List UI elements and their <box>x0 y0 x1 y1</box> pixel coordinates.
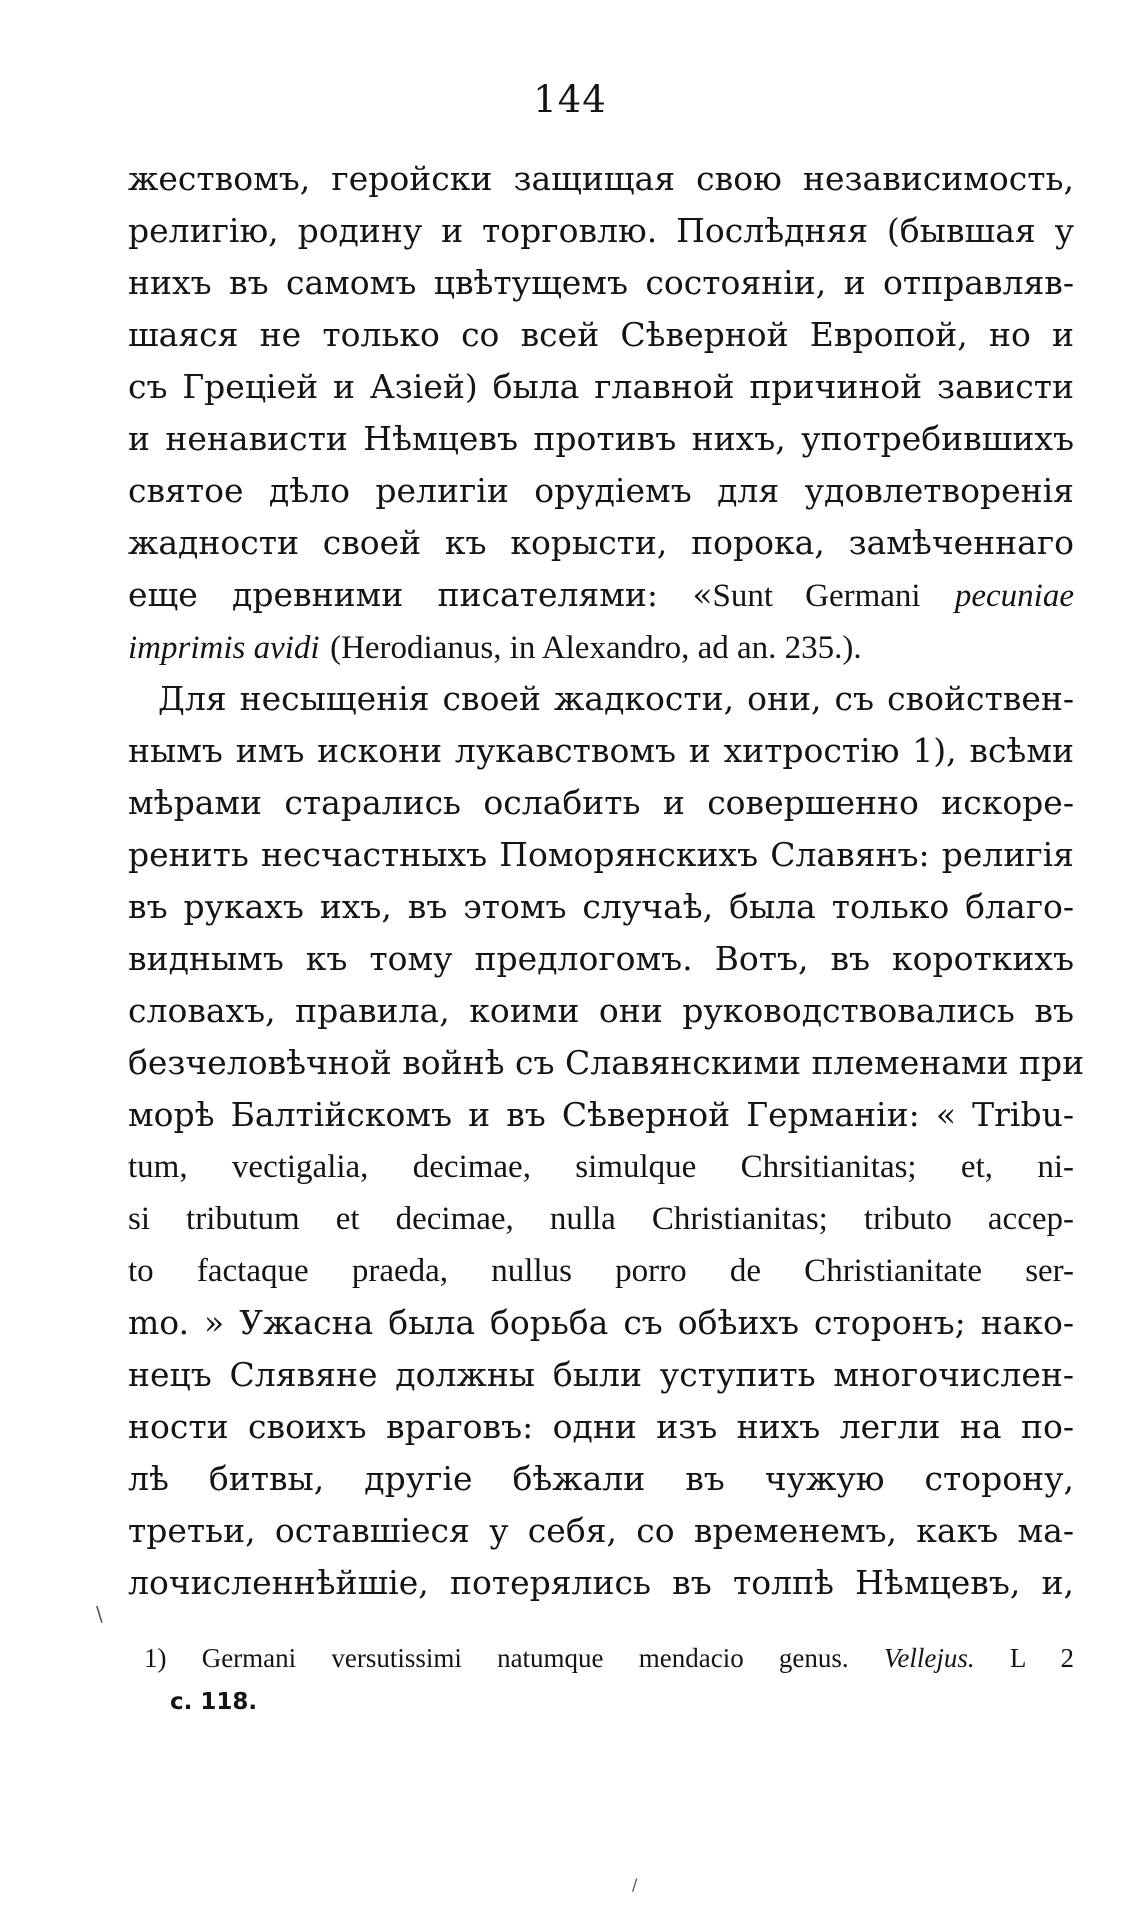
text-line: мѣрами старались ослабить и совершенно искоре- <box>128 783 1074 822</box>
citation: (Herodianus, in Alexandro, ad an. 235.). <box>330 630 862 666</box>
text-line: ренить несчастныхъ Поморянскихъ Славянъ: религія <box>128 835 1074 874</box>
text-line: жествомъ, геройски защищая свою независимость, <box>128 159 1074 198</box>
text-line: святое дѣло религіи орудіемъ для удовлетворенія <box>128 471 1074 510</box>
text-line: ности своихъ враговъ: одни изъ нихъ легли на по- <box>128 1407 1074 1446</box>
text-line <box>128 621 1074 673</box>
text-line: Для несыщенія своей жадкости, они, съ свойствен- <box>158 679 1074 718</box>
text-line <box>128 569 1074 621</box>
text-line: религію, родину и торговлю. Послѣдняя (бывшая у <box>128 211 1074 250</box>
footnote-text: 1) Germani versutissimi natumque mendacio genus. <box>144 1643 849 1673</box>
text-line: tum, vectigalia, decimae, simulque Chrsitianitas; et, ni- <box>128 1149 1074 1185</box>
italic-phrase: pecuniae <box>954 578 1074 614</box>
text-line: словахъ, правила, коими они руководствовались въ <box>128 991 1074 1030</box>
text-segment: еще древними писателями: « <box>128 575 713 614</box>
text-line: si tributum et decimae, nulla Christianitas; tributo accep- <box>128 1201 1074 1237</box>
text-line: виднымъ къ тому предлогомъ. Вотъ, въ короткихъ <box>128 939 1074 978</box>
text-line: морѣ Балтійскомъ и въ Сѣверной Германіи: « Tribu- <box>128 1095 1074 1134</box>
latin-phrase: Sunt Germani <box>712 578 921 614</box>
footnote-line <box>144 1636 1074 1680</box>
text-line: безчеловѣчной войнѣ съ Славянскими племенами при <box>128 1043 1085 1082</box>
footnote-line: c. 118. <box>170 1689 258 1715</box>
text-line: лочисленнѣйшіе, потерялись въ толпѣ Нѣмцевъ, и, <box>128 1563 1074 1602</box>
text-line: третьи, оставшіеся у себя, со временемъ, какъ ма- <box>128 1511 1074 1550</box>
stray-mark: / <box>632 1875 638 1894</box>
text-line: нецъ Слявяне должны были уступить многочислен- <box>128 1355 1074 1394</box>
body-text <box>128 153 1085 1609</box>
footnote-ref: L 2 <box>1009 1643 1075 1673</box>
text-line: жадности своей къ корысти, порока, замѣченнаго <box>128 523 1074 562</box>
text-line: to factaque praeda, nullus porro de Christianitate ser- <box>128 1253 1074 1289</box>
stray-mark: \ <box>96 1602 103 1626</box>
text-line: нихъ въ самомъ цвѣтущемъ состояніи, и отправляв- <box>128 263 1074 302</box>
text-line: нымъ имъ искони лукавствомъ и хитростію 1), всѣми <box>128 731 1074 770</box>
italic-phrase: imprimis avidi <box>128 630 320 666</box>
page-number: 144 <box>533 78 607 121</box>
footnote-author: Vellejus. <box>883 1643 975 1673</box>
text-line: съ Греціей и Азіей) была главной причиной зависти <box>128 367 1074 406</box>
text-line: лѣ битвы, другіе бѣжали въ чужую сторону, <box>128 1459 1074 1498</box>
text-line: въ рукахъ ихъ, въ этомъ случаѣ, была только благо- <box>128 887 1074 926</box>
footnote <box>144 1636 1074 1724</box>
text-line: и ненависти Нѣмцевъ противъ нихъ, употребившихъ <box>128 419 1074 458</box>
text-line: шаяся не только со всей Сѣверной Европой, но и <box>128 315 1074 354</box>
text-line: mo. » Ужасна была борьба съ обѣихъ сторонъ; нако- <box>128 1303 1074 1342</box>
